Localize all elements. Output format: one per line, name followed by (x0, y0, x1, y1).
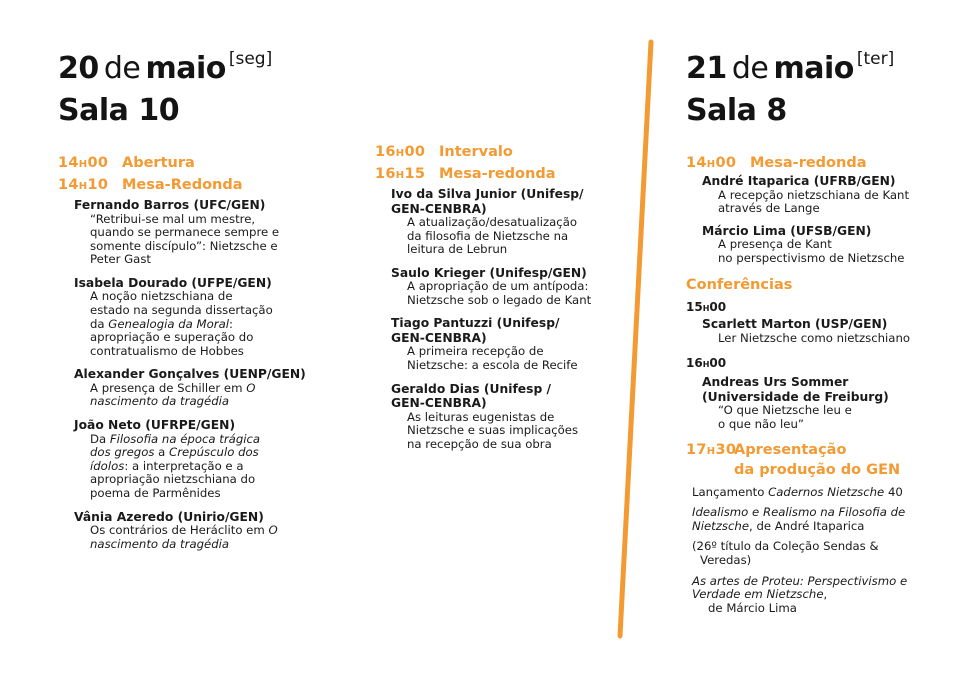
text-italic: As artes de Proteu: Perspectivismo e (692, 573, 908, 588)
conference-talk (702, 317, 936, 345)
slot-time: 14h00 (686, 155, 737, 171)
talk-item (74, 276, 358, 358)
text-italic: O (268, 523, 278, 537)
launch-line: de Márcio Lima (708, 600, 797, 615)
conference-time: 15h00 (686, 300, 727, 315)
talk-item (74, 510, 358, 552)
day2-date-number: 21 (686, 51, 727, 86)
talk-line: leitura de Lebrun (407, 242, 508, 257)
speaker-line: GEN-CENBRA) (391, 396, 487, 411)
talk-title (74, 290, 358, 358)
slot-time: 16h00 (375, 144, 426, 160)
talk-line: A apropriação de um antípoda: (407, 279, 589, 294)
text-part: da (90, 316, 109, 331)
final-session (686, 440, 936, 616)
talk-item (702, 224, 936, 266)
talk-line (90, 446, 358, 460)
launch-line (692, 520, 936, 534)
talk-item (391, 266, 615, 308)
mid-slot (375, 163, 615, 185)
talk-line (90, 433, 358, 447)
launch-line (692, 588, 936, 602)
text-italic: Cadernos Nietzsche (768, 484, 885, 499)
day2-header (686, 40, 936, 130)
launch-line: (26º título da Coleção Sendas & (692, 539, 879, 554)
speaker-name: Scarlett Marton (USP/GEN) (702, 317, 888, 332)
day2-weekday: [ter] (856, 49, 895, 69)
day1-column (58, 40, 358, 557)
text-part: , (823, 587, 828, 602)
slot-label: Mesa-Redonda (122, 177, 243, 193)
talk-line: “O que Nietzsche leu e (718, 403, 852, 418)
talk-line: A presença de Kant (718, 237, 832, 252)
talk-title (702, 189, 936, 216)
talk-line (90, 524, 358, 538)
speaker-line: GEN-CENBRA) (391, 201, 487, 216)
text-part: Os contrários de Heráclito em (90, 523, 269, 537)
talk-line: A noção nietzschiana de (90, 289, 233, 304)
text-italic: Verdade em Nietzsche (692, 587, 824, 602)
speaker-name: Alexander Gonçalves (UENP/GEN) (74, 367, 306, 382)
talk-item (74, 367, 358, 409)
talk-line (90, 460, 358, 474)
conferences-heading: Conferências (686, 277, 793, 294)
day1-slot (58, 152, 358, 174)
final-slot (686, 440, 936, 460)
slot-label: Mesa-redonda (750, 155, 867, 171)
mid-slot (375, 141, 615, 163)
text-italic: ídolos (90, 458, 125, 473)
speaker-line: Tiago Pantuzzi (Unifesp/ (391, 316, 560, 331)
talk-item (702, 174, 936, 216)
speaker-name: Saulo Krieger (Unifesp/GEN) (391, 265, 587, 280)
text-italic: Nietzsche (692, 518, 750, 533)
speaker-name (391, 382, 615, 411)
speaker-name: André Itaparica (UFRB/GEN) (702, 174, 896, 188)
talk-line: Nietzsche e suas implicações (407, 423, 579, 438)
text-part: : a interpretação e a (124, 458, 244, 473)
day2-date-month: maio (773, 51, 854, 86)
talk-line: As leituras eugenistas de (407, 409, 555, 424)
slot-label: Abertura (122, 155, 195, 171)
text-part: Da (90, 431, 110, 446)
speaker-name (391, 316, 615, 345)
text-part: A presença de Schiller em (90, 380, 247, 395)
talk-title (74, 524, 358, 551)
talk-line: A primeira recepção de (407, 344, 544, 359)
talk-line: da filosofia de Nietzsche na (407, 228, 569, 243)
slot-label: Mesa-redonda (439, 166, 556, 182)
talk-line (90, 395, 358, 409)
speaker-name: João Neto (UFRPE/GEN) (74, 418, 236, 433)
talk-item (74, 418, 358, 500)
day2-schedule (686, 152, 936, 615)
talk-title (702, 332, 936, 346)
talk-line: na recepção de sua obra (407, 436, 552, 451)
day1-date-number: 20 (58, 51, 99, 86)
conference-item (686, 299, 936, 345)
text-italic: Idealismo e Realismo na Filosofia de (692, 505, 906, 520)
speaker-line: (Universidade de Freiburg) (702, 389, 889, 404)
speaker-name (702, 375, 936, 404)
talk-line: Nietzsche: a escola de Recife (407, 358, 578, 373)
talk-line: somente discípulo”: Nietzsche e (90, 238, 278, 253)
day1-slot (58, 174, 358, 196)
talk-line: apropriação e superação do (90, 330, 254, 345)
talk-line: Peter Gast (90, 252, 152, 267)
speaker-name: Márcio Lima (UFSB/GEN) (702, 223, 872, 238)
talk-line: apropriação nietzschiana do (90, 472, 256, 487)
text-italic: Filosofia na época trágica (109, 431, 261, 446)
talk-line: estado na segunda dissertação (90, 302, 273, 317)
speaker-name (391, 187, 615, 216)
divider-stroke (620, 42, 651, 636)
text-part: Lançamento (692, 484, 769, 499)
slot-label: Apresentação (734, 441, 847, 458)
talk-item (391, 316, 615, 372)
speaker-name: Vânia Azeredo (Unirio/GEN) (74, 509, 264, 524)
slot-time: 16h15 (375, 166, 426, 182)
launch-item (692, 540, 936, 567)
talk-line: no perspectivismo de Nietzsche (718, 250, 905, 265)
talk-line: “Retribui-se mal um mestre, (90, 211, 256, 226)
talk-line: Ler Nietzsche como nietzschiano (718, 330, 911, 345)
conference-item (686, 355, 936, 431)
launch-line (692, 575, 936, 589)
day1-afternoon-column (375, 141, 615, 457)
talk-line: poema de Parmênides (90, 485, 221, 500)
talk-title (702, 404, 936, 431)
launch-item (692, 486, 936, 500)
launch-line: Veredas) (700, 553, 752, 568)
slot-time: 14h10 (58, 177, 109, 193)
text-italic: Genealogia da Moral (108, 316, 229, 331)
day1-schedule (58, 152, 358, 551)
slot-label: Intervalo (439, 144, 513, 160)
talk-line: através de Lange (718, 201, 820, 216)
speaker-line: Ivo da Silva Junior (Unifesp/ (391, 187, 584, 201)
talk-line: A atualização/desatualização (407, 215, 578, 229)
conference-talk (702, 375, 936, 431)
day1-date-de: de (103, 51, 141, 86)
speaker-name: Isabela Dourado (UFPE/GEN) (74, 275, 272, 290)
slot-time: 14h00 (58, 155, 109, 171)
text-italic: Crepúsculo dos (169, 445, 259, 460)
speaker-line: Andreas Urs Sommer (702, 375, 849, 390)
talk-line: quando se permanece sempre e (90, 225, 280, 240)
text-italic: nascimento da tragédia (90, 536, 230, 551)
talk-line (90, 382, 358, 396)
text-italic: nascimento da tragédia (90, 394, 230, 409)
text-part: , de André Itaparica (749, 518, 865, 533)
text-italic: O (246, 380, 256, 395)
launch-line (692, 506, 936, 520)
talk-line (90, 318, 358, 332)
talk-title (702, 238, 936, 265)
talk-title (391, 216, 615, 257)
text-part: a (154, 445, 170, 460)
text-italic: dos gregos (90, 445, 155, 460)
talk-title (391, 345, 615, 372)
talk-line: contratualismo de Hobbes (90, 343, 244, 358)
talk-item (391, 382, 615, 452)
day1-header (58, 40, 358, 130)
final-subtitle: da produção do GEN (734, 461, 901, 478)
talk-title (74, 213, 358, 267)
day2-column (686, 40, 936, 622)
talk-line: o que não leu” (718, 417, 804, 432)
talk-line (90, 538, 358, 552)
talk-line: Nietzsche sob o legado de Kant (407, 292, 592, 307)
day1-weekday: [seg] (228, 49, 273, 69)
launch-item (692, 506, 936, 533)
speaker-line: GEN-CENBRA) (391, 330, 487, 345)
speaker-name: Fernando Barros (UFC/GEN) (74, 198, 266, 212)
speaker-line: Geraldo Dias (Unifesp / (391, 381, 552, 396)
slot-time: 17h30 (686, 441, 737, 458)
launch-item (692, 575, 936, 616)
talk-title (74, 433, 358, 501)
text-part: : (229, 316, 233, 331)
day2-slot (686, 152, 936, 174)
talk-item (74, 198, 358, 267)
conference-time: 16h00 (686, 356, 727, 371)
talk-line: A recepção nietzschiana de Kant (718, 187, 910, 202)
day2-room: Sala 8 (686, 93, 787, 128)
launches-list (692, 486, 936, 616)
text-part: 40 (884, 484, 903, 499)
day2-date-de: de (731, 51, 769, 86)
day1-date-month: maio (145, 51, 226, 86)
talk-title (74, 382, 358, 409)
talk-title (391, 280, 615, 307)
day1-room: Sala 10 (58, 93, 180, 128)
talk-item (391, 187, 615, 257)
talk-title (391, 411, 615, 452)
